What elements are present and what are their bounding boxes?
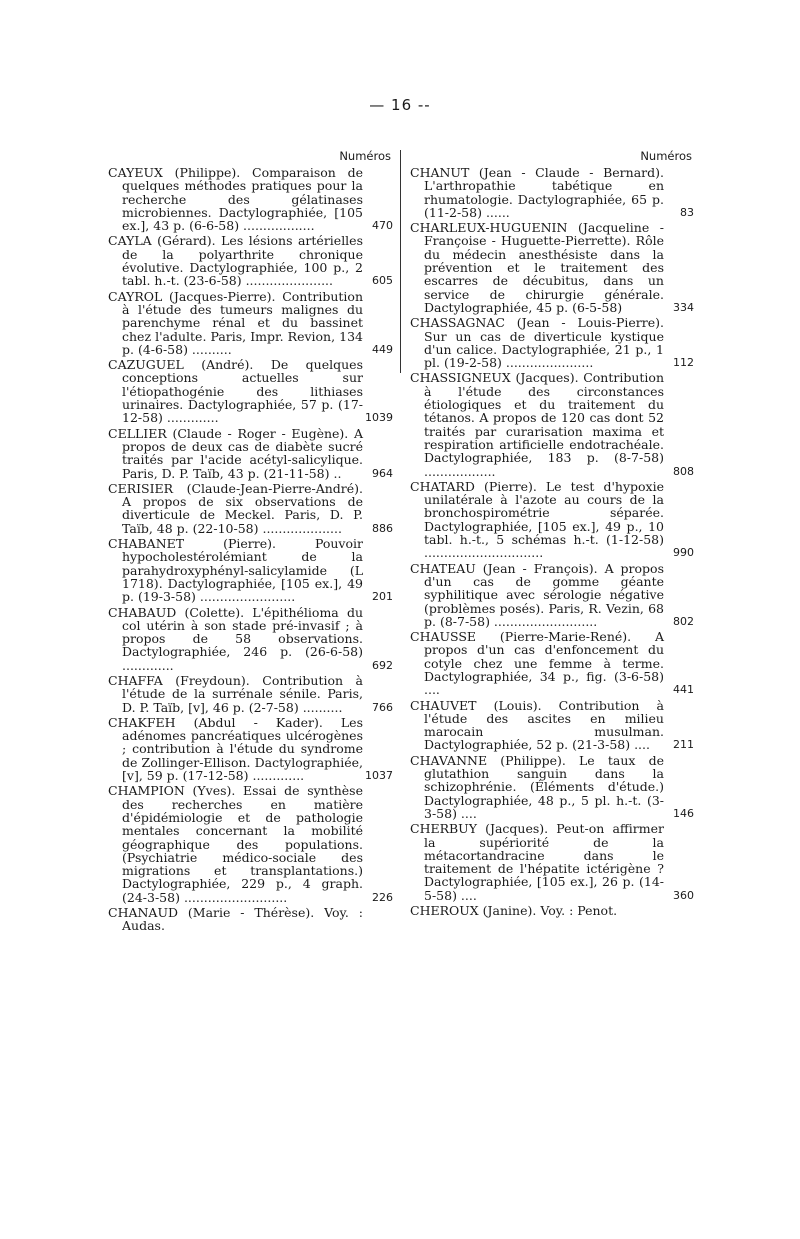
list-item	[108, 674, 393, 714]
entry-number: 83	[680, 205, 694, 219]
list-item	[108, 166, 393, 232]
entry-number: 211	[673, 738, 694, 752]
list-item	[108, 606, 393, 672]
entry-text: CHATEAU (Jean - François). A propos d'un cas de gomme géante syphilitique avec sérologie négative (problèmes posés). Paris, R. Vezin, 68 p. (8-7-58) ..........................	[410, 560, 664, 629]
list-item	[108, 427, 393, 480]
right-column	[410, 146, 694, 919]
list-item	[108, 537, 393, 603]
entry-number: 226	[372, 890, 393, 904]
list-item	[108, 784, 393, 904]
entry-text: CHABANET (Pierre). Pouvoir hypocholestérolémiant de la parahydroxyphényl-salicylamide (L 1718). Dactylographiée, [105 ex.], 49 p. (19-3-58) ........................	[108, 536, 363, 605]
entry-text: CHAMPION (Yves). Essai de synthèse des recherches en matière d'épidémiologie et de pathologie mentales concernant la mobilité géographique des populations. (Psychiatrie médico-sociale des migrations et transplantations.) Dactylographiée, 229 p., 4 graph. (24-3-58) ..........................	[108, 783, 363, 905]
entry-number: 886	[372, 521, 393, 535]
entry-list	[410, 166, 694, 917]
list-item	[410, 630, 694, 696]
list-item	[410, 904, 694, 917]
list-item	[410, 371, 694, 477]
entry-number: 146	[673, 806, 694, 820]
page-number: — 16 --	[369, 96, 431, 114]
left-column	[108, 146, 393, 935]
entry-number: 112	[673, 356, 694, 370]
entry-number: 964	[372, 466, 393, 480]
list-item	[410, 166, 694, 219]
entry-text: CHAVANNE (Philippe). Le taux de glutathion sanguin dans la schizophrénie. (Éléments d'étude.) Dactylographiée, 48 p., 5 pl. h.-t. (3-3-58) ....	[410, 752, 664, 821]
list-item	[108, 234, 393, 287]
entry-text: CHATARD (Pierre). Le test d'hypoxie unilatérale à l'azote au cours de la bronchospirométrie séparée. Dactylographiée, [105 ex.], 49 p., 10 tabl. h.-t., 5 schémas h.-t. (1-12-58) ..............................	[410, 478, 664, 561]
entry-number: 808	[673, 464, 694, 478]
entry-number: 802	[673, 614, 694, 628]
list-item	[410, 754, 694, 820]
column-divider	[400, 150, 401, 373]
entry-text: CHAFFA (Freydoun). Contribution à l'étude de la surrénale sénile. Paris, D. P. Taïb, [v], 46 p. (2-7-58) ..........	[108, 672, 363, 715]
list-item	[410, 822, 694, 902]
list-item	[108, 290, 393, 356]
entry-number: 201	[372, 590, 393, 604]
entry-text: CHABAUD (Colette). L'épithélioma du col utérin à son stade pré-invasif ; à propos de 58 observations. Dactylographiée, 246 p. (26-6-58) .............	[108, 604, 363, 673]
entry-number: 449	[372, 342, 393, 356]
entry-text: CHERBUY (Jacques). Peut-on affirmer la supériorité de la métacortandracine dans le traitement de l'hépatite ictérigène ? Dactylographiée, [105 ex.], 26 p. (14-5-58) ....	[410, 821, 664, 903]
entry-number: 1039	[365, 411, 393, 425]
list-item	[108, 716, 393, 782]
entry-text: CHARLEUX-HUGUENIN (Jacqueline - Françoise - Huguette-Pierrette). Rôle du médecin anesthésiste dans la prévention et le traitement des escarres de décubitus, dans un service de chirurgie générale. Dactylographiée, 45 p. (6-5-58)	[410, 220, 664, 315]
entry-text: CERISIER (Claude-Jean-Pierre-André). A propos de six observations de diverticule de Meckel. Paris, D. P. Taïb, 48 p. (22-10-58) ....................	[108, 480, 363, 536]
list-item	[410, 699, 694, 752]
entry-text: CELLIER (Claude - Roger - Eugène). A propos de deux cas de diabète sucré traités par l'acide acétyl-salicylique. Paris, D. P. Taïb, 43 p. (21-11-58) ..	[108, 425, 363, 481]
list-item	[410, 562, 694, 628]
entry-text: CHAKFEH (Abdul - Kader). Les adénomes pancréatiques ulcérogènes ; contribution à l'étude du syndrome de Zollinger-Ellison. Dactylographiée, [v], 59 p. (17-12-58) .............	[108, 714, 363, 784]
entry-number: 470	[372, 219, 393, 233]
entry-number: 360	[673, 888, 694, 902]
entry-text: CHASSAGNAC (Jean - Louis-Pierre). Sur un cas de diverticule kystique d'un calice. Dactylographiée, 21 p., 1 pl. (19-2-58) ......................	[410, 315, 664, 371]
column-header-numeros: Numéros	[339, 149, 391, 163]
list-item	[410, 221, 694, 314]
entry-text: CAYEUX (Philippe). Comparaison de quelques méthodes pratiques pour la recherche des gélatinases microbiennes. Dactylographiée, [105 ex.], 43 p. (6-6-58) ..................	[108, 165, 363, 234]
entry-number: 1037	[365, 769, 393, 783]
entry-text: CHANUT (Jean - Claude - Bernard). L'arthropathie tabétique en rhumatologie. Dactylographiée, 65 p. (11-2-58) ......	[410, 165, 664, 220]
entry-text: CHAUSSE (Pierre-Marie-René). A propos d'un cas d'enfoncement du cotyle chez une femme à terme. Dactylographiée, 34 p., fig. (3-6-58) ....	[410, 629, 664, 698]
entry-text: CHAUVET (Louis). Contribution à l'étude des ascites en milieu marocain musulman. Dactylographiée, 52 p. (21-3-58) ....	[410, 697, 664, 753]
entry-text: CHEROUX (Janine). Voy. : Penot.	[410, 903, 618, 919]
entry-text: CHASSIGNEUX (Jacques). Contribution à l'étude des circonstances étiologiques et du traitement du tétanos. A propos de 120 cas dont 52 traités par curarisation maxima et respiration artificielle endotrachéale. Dactylographiée, 183 p. (8-7-58) ..................	[410, 370, 664, 479]
entry-list	[108, 166, 393, 933]
entry-number: 766	[372, 700, 393, 714]
entry-number: 334	[673, 300, 694, 314]
list-item	[108, 482, 393, 535]
entry-text: CHANAUD (Marie - Thérèse). Voy. : Audas.	[108, 905, 363, 934]
list-item	[410, 480, 694, 560]
entry-number: 990	[673, 546, 694, 560]
entry-number: 441	[673, 683, 694, 697]
entry-text: CAZUGUEL (André). De quelques conceptions actuelles sur l'étiopathogénie des lithiases urinaires. Dactylographiée, 57 p. (17-12-58) .............	[108, 357, 363, 426]
entry-number: 605	[372, 274, 393, 288]
list-item	[410, 316, 694, 369]
list-item	[108, 358, 393, 424]
entry-text: CAYLA (Gérard). Les lésions artérielles de la polyarthrite chronique évolutive. Dactylographiée, 100 p., 2 tabl. h.-t. (23-6-58) ......................	[108, 233, 363, 289]
entry-text: CAYROL (Jacques-Pierre). Contribution à l'étude des tumeurs malignes du parenchyme rénal et du bassinet chez l'adulte. Paris, Impr. Revion, 134 p. (4-6-58) ..........	[108, 288, 363, 357]
list-item	[108, 906, 393, 933]
column-header-numeros: Numéros	[640, 149, 692, 163]
entry-number: 692	[372, 658, 393, 672]
